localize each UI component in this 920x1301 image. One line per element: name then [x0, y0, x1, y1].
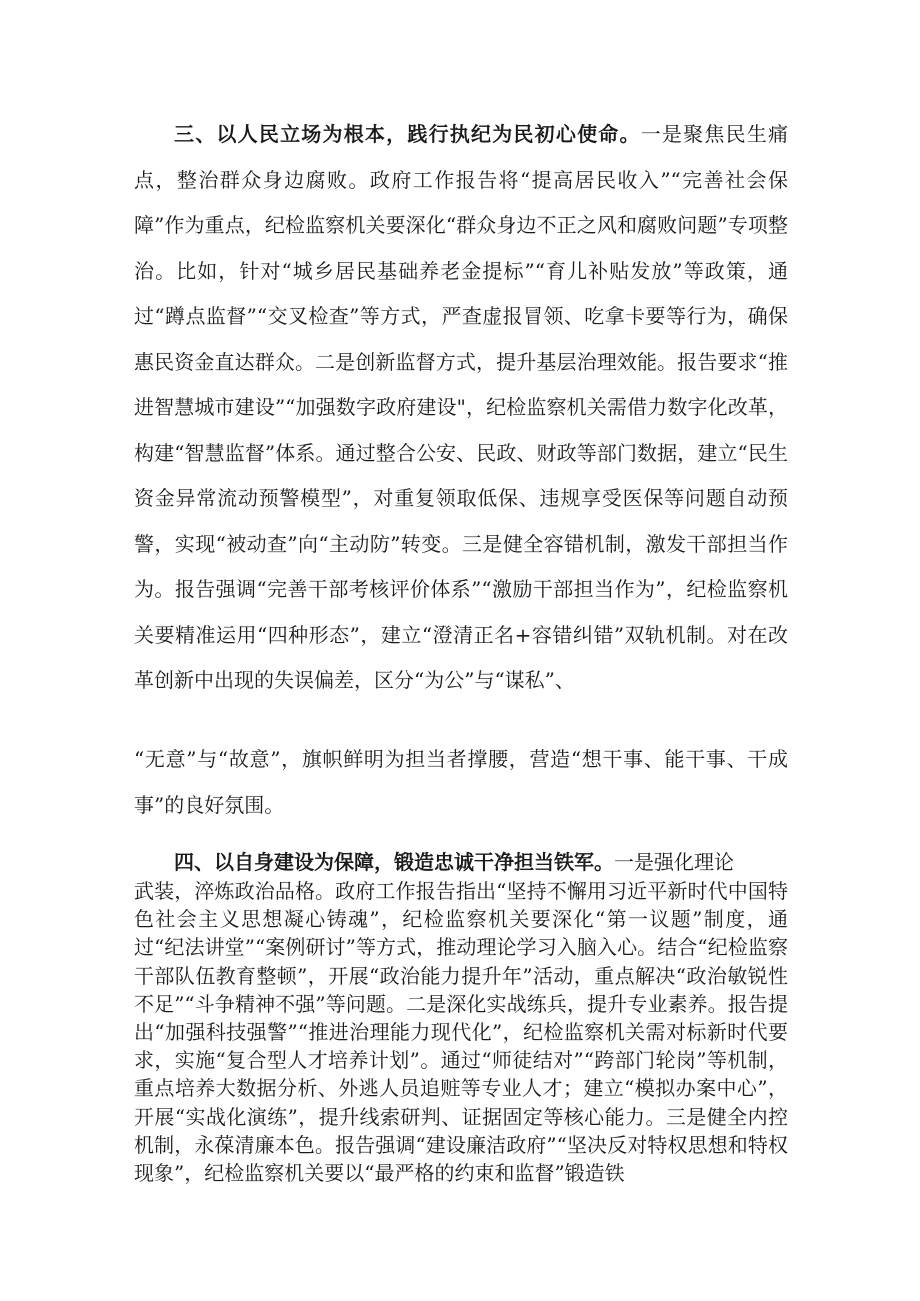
section-4-heading: 四、以自身建设为保障，锻造忠诚干净担当铁军。 [174, 850, 614, 874]
section-3-heading: 三、以人民立场为根本，践行执纪为民初心使命。 [174, 122, 641, 146]
section-4-heading-tail: 一是强化理论 [614, 850, 734, 874]
section-3-body: 一是聚焦民生痛点，整治群众身边腐败。政府工作报告将“提高居民收入”“完善社会保障”作为重点，纪检监察机关要深化“群众身边不正之风和腐败问题”专项整治。比如，针对“城乡居民基础养老金提标”“育儿补贴发放”等政策，通过“蹲点监督”“交叉检查”等方式，严查虚报冒领、吃拿卡要等行为，确保惠民资金直达群众。二是创新监督方式，提升基层治理效能。报告要求“推进智慧城市建设”“加强数字政府建设"，纪检监察机关需借力数字化改革，构建“智慧监督”体系。通过整合公安、民政、财政等部门数据，建立“民生资金异常流动预警模型”，对重复领取低保、违规享受医保等问题自动预警，实现“被动查”向“主动防”转变。三是健全容错机制，激发干部担当作为。报告强调“完善干部考核评价体系”“激励干部担当作为”，纪检监察机关要精准运用“四种形态”，建立“澄清正名+容错纠错”双轨机制。对在改革创新中出现的失误偏差，区分“为公”与“谋私”、 [134, 122, 789, 692]
section-4-body: 武装，淬炼政治品格。政府工作报告指出“坚持不懈用习近平新时代中国特色社会主义思想凝心铸魂”，纪检监察机关要深化“第一议题”制度，通过“纪法讲堂”“案例研讨”等方式，推动理论学习入脑入心。结合“纪检监察干部队伍教育整顿”，开展“政治能力提升年”活动，重点解决“政治敏锐性不足”“斗争精神不强”等问题。二是深化实战练兵，提升专业素养。报告提出“加强科技强警”“推进治理能力现代化”，纪检监察机关需对标新时代要求，实施“复合型人才培养计划”。通过“师徒结对”“跨部门轮岗”等机制，重点培养大数据分析、外逃人员追赃等专业人才；建立“模拟办案中心”，开展“实战化演练”，提升线索研判、证据固定等核心能力。三是健全内控机制，永葆清廉本色。报告强调“建设廉洁政府”“坚决反对特权思想和特权现象”，纪检监察机关要以“最严格的约束和监督”锻造铁 [134, 879, 788, 1186]
section-3-paragraph [134, 112, 788, 704]
section-4-heading-line [134, 842, 788, 882]
section-3-continuation: “无意”与“故意”，旗帜鲜明为担当者撑腰，营造“想干事、能干事、干成事”的良好氛围。 [134, 747, 788, 817]
